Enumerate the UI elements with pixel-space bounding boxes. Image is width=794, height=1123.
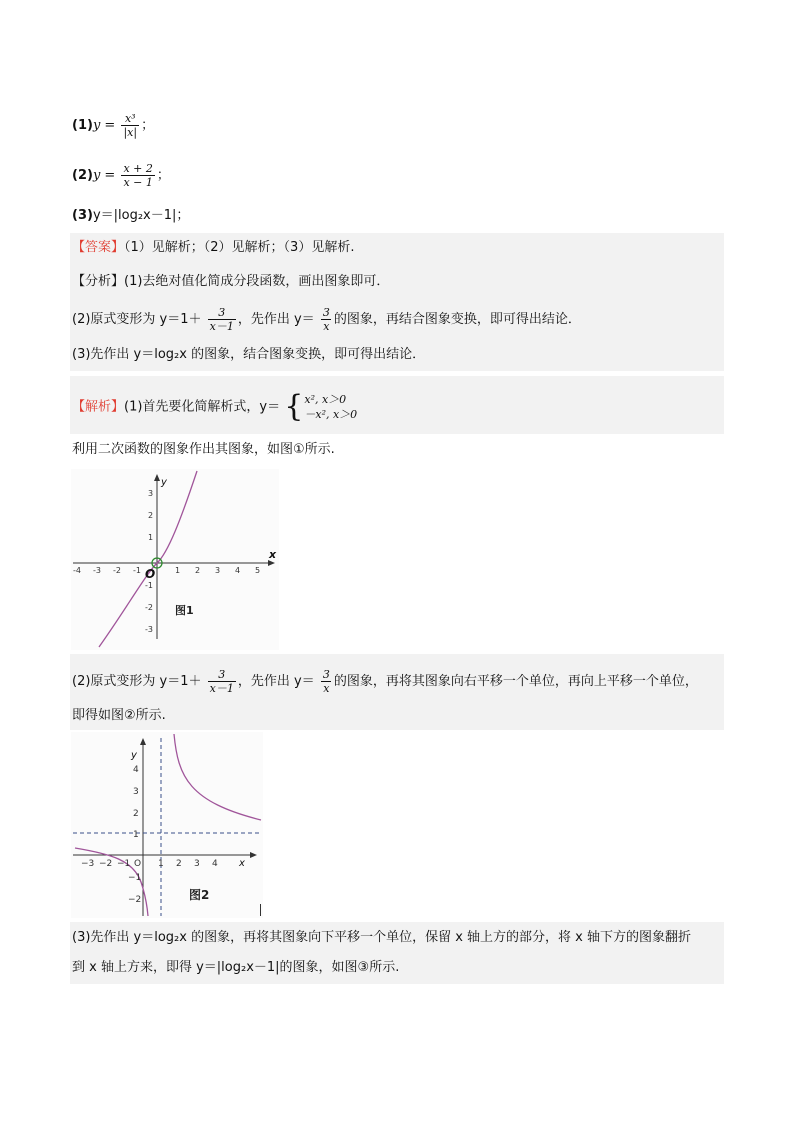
q1-numerator: x³ [124, 112, 136, 125]
fig1-xtick: 3 [215, 566, 221, 575]
fig2-xtick: −1 [117, 859, 131, 869]
q1-number: (1) [72, 118, 93, 133]
fig1-xtick: 2 [195, 566, 201, 575]
solution-line-2 [72, 440, 335, 460]
brace-symbol: { [284, 389, 304, 424]
fig2-x-ticks [81, 859, 218, 869]
solution-line-3 [72, 668, 698, 695]
analysis-frac2-den: x [323, 320, 330, 333]
figure-2 [71, 732, 263, 918]
case-1: x², x＞0 [304, 393, 347, 406]
fig1-caption: 图1 [175, 604, 194, 617]
analysis-fraction-2 [321, 306, 332, 333]
solution-text-3b: ，先作出 y＝ [237, 674, 315, 689]
fig1-xtick: -3 [93, 566, 101, 575]
q3-number: (3) [72, 208, 93, 223]
solution-frac1-den: x－1 [209, 682, 234, 695]
stray-mark [260, 904, 261, 916]
solution-line-5 [72, 928, 691, 948]
question-1 [72, 112, 154, 139]
q1-fraction [121, 112, 139, 139]
q3-text: y＝|log₂x－1|； [92, 208, 190, 223]
solution-line-1 [72, 389, 358, 424]
answer-line [72, 238, 354, 258]
fig2-xtick: O [134, 859, 142, 869]
q2-lhs: y = [92, 168, 116, 183]
q2-fraction [121, 162, 154, 189]
fig1-x-label: x [269, 548, 277, 561]
fig1-ytick: 3 [148, 489, 154, 498]
solution-text-3c: 的图象，再将其图象向右平移一个单位，再向上平移一个单位， [333, 674, 698, 689]
analysis-frac2-num: 3 [322, 306, 330, 319]
analysis-text-2c: 的图象，再结合图象变换，即可得出结论． [333, 312, 581, 327]
figure-1-graph [71, 469, 279, 650]
question-3 [72, 206, 189, 226]
solution-text-6: 到 x 轴上方来，即得 y＝|log₂x－1|的图象，如图③所示. [72, 960, 400, 975]
fig2-x-arrow [250, 852, 257, 858]
analysis-line-1 [72, 272, 389, 292]
fig1-ytick: 1 [148, 533, 154, 542]
fig1-y-arrow [154, 474, 160, 481]
analysis-line-3 [72, 345, 425, 365]
fig2-caption: 图2 [189, 888, 210, 902]
piecewise [284, 389, 358, 424]
fig2-ytick: 3 [133, 787, 139, 797]
solution-text-4: 即得如图②所示. [72, 708, 166, 723]
figure-2-graph [71, 732, 263, 918]
solution-frac1-num: 3 [218, 668, 226, 681]
solution-text-1: (1)首先要化简解析式，y＝ [124, 399, 281, 415]
analysis-line-2 [72, 306, 581, 333]
fig2-ytick: 1 [133, 830, 139, 840]
fig1-xtick: -4 [73, 566, 81, 575]
fig2-xtick: −2 [99, 859, 113, 869]
solution-frac2-num: 3 [322, 668, 330, 681]
question-2 [72, 162, 170, 189]
solution-fraction-2 [321, 668, 332, 695]
solution-text-3a: (2)原式变形为 y＝1＋ [72, 674, 202, 689]
q1-denominator: |x| [123, 126, 138, 139]
solution-frac2-den: x [323, 682, 330, 695]
answer-tag: 【答案】 [72, 240, 125, 255]
fig1-ytick: -2 [145, 603, 153, 612]
analysis-text-2b: ，先作出 y＝ [237, 312, 315, 327]
fig1-xtick: -2 [113, 566, 121, 575]
q2-numerator: x + 2 [123, 162, 153, 175]
fig1-origin-label: O [145, 567, 156, 581]
q2-denominator: x − 1 [123, 176, 153, 189]
analysis-fraction-1 [208, 306, 236, 333]
analysis-tag: 【分析】 [72, 274, 125, 289]
fig2-curve-right [174, 734, 261, 820]
analysis-text-2a: (2)原式变形为 y＝1＋ [72, 312, 202, 327]
fig2-ytick: 2 [133, 809, 139, 819]
analysis-text-3: (3)先作出 y＝log₂x 的图象，结合图象变换，即可得出结论． [72, 347, 426, 362]
fig2-xtick: −3 [81, 859, 95, 869]
fig2-y-ticks [128, 765, 141, 905]
fig1-xtick: -1 [133, 566, 141, 575]
answer-text: （1）见解析；（2）见解析；（3）见解析. [124, 240, 355, 255]
fig1-y-label: y [161, 477, 167, 488]
fig1-ytick: -3 [145, 625, 153, 634]
fig1-xtick: 5 [255, 566, 261, 575]
fig2-ytick: 4 [133, 765, 139, 775]
solution-tag: 【解析】 [72, 399, 125, 415]
analysis-text-1: (1)去绝对值化简成分段函数，画出图象即可． [124, 274, 390, 289]
fig1-ytick: -1 [145, 581, 153, 590]
analysis-frac1-den: x－1 [209, 320, 234, 333]
fig2-ytick: −2 [128, 895, 142, 905]
fig2-y-arrow [140, 738, 146, 745]
solution-line-6 [72, 958, 399, 978]
analysis-frac1-num: 3 [218, 306, 226, 319]
case-2: －x², x＞0 [304, 408, 358, 421]
solution-text-2: 利用二次函数的图象作出其图象，如图①所示. [72, 442, 335, 457]
fig2-ytick: −1 [128, 873, 142, 883]
q1-tail: ； [141, 118, 155, 133]
solution-fraction-1 [208, 668, 236, 695]
fig1-ytick: 2 [148, 511, 154, 520]
fig2-x-label: x [239, 858, 245, 869]
fig2-xtick: 1 [158, 859, 164, 869]
solution-line-4 [72, 706, 166, 726]
fig1-xtick: 4 [235, 566, 241, 575]
figure-1 [71, 469, 279, 650]
fig1-x-ticks [73, 566, 260, 575]
q1-lhs: y = [92, 118, 116, 133]
q2-tail: ； [156, 168, 170, 183]
fig2-xtick: 3 [194, 859, 200, 869]
fig2-y-label: y [131, 750, 137, 761]
q2-number: (2) [72, 168, 93, 183]
fig2-xtick: 2 [176, 859, 182, 869]
solution-text-5: (3)先作出 y＝log₂x 的图象，再将其图象向下平移一个单位，保留 x 轴上方的部分，将 x 轴下方的图象翻折 [72, 930, 692, 945]
fig2-xtick: 4 [212, 859, 218, 869]
fig1-xtick: 1 [175, 566, 181, 575]
